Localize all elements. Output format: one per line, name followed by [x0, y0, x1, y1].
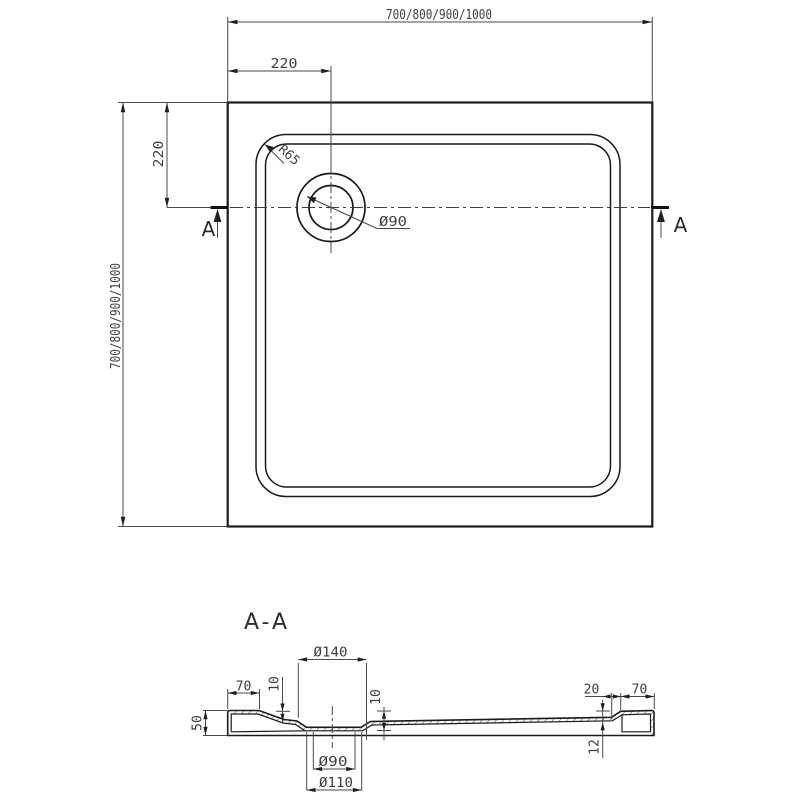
section-line-a-a	[211, 208, 670, 239]
label-drain-offset-x: 220	[270, 57, 298, 72]
label-rim-right: 70	[631, 682, 648, 698]
label-recess-diameter: Ø140	[313, 645, 348, 661]
dim-drain-offset-y	[152, 103, 169, 208]
dim-rim-right	[621, 683, 655, 699]
dim-drain-offset-x	[228, 57, 331, 73]
plan-rim-outer-line	[256, 135, 620, 497]
label-drain-hole: Ø90	[318, 755, 348, 770]
left-rim-inner-bottom	[231, 731, 305, 732]
leader-corner-radius	[265, 142, 302, 169]
section-letter-left: A	[201, 217, 216, 241]
plan-view	[109, 8, 688, 527]
label-drain-diameter-plan: Ø90	[379, 215, 407, 230]
dim-edge-offset	[584, 683, 621, 699]
dim-drain-hole	[313, 755, 355, 771]
dim-floor-thickness	[588, 700, 605, 758]
section-arrow-right-head	[657, 209, 665, 222]
right-rim-inner	[622, 715, 651, 732]
leader-drain-diameter	[307, 197, 410, 231]
dim-rim-left	[228, 680, 260, 696]
label-drain-offset-y: 220	[152, 144, 167, 168]
label-step-right: 10	[369, 689, 384, 705]
dim-total-height	[191, 711, 208, 736]
label-rim-left: 70	[235, 679, 252, 695]
label-drain-flange: Ø110	[319, 776, 353, 791]
label-step-left: 10	[267, 676, 283, 692]
label-overall-width: 700/800/900/1000	[386, 8, 492, 23]
plan-rim-inner-line	[266, 141, 611, 487]
section-title: A-A	[243, 610, 291, 635]
dim-overall-height	[109, 103, 125, 527]
dim-drain-flange	[307, 776, 362, 792]
plan-extension-lines	[118, 17, 652, 527]
label-floor-thickness: 12	[587, 739, 603, 755]
label-corner-radius: R65	[274, 141, 303, 169]
label-total-height: 50	[190, 715, 206, 731]
section-letter-right: A	[673, 213, 688, 237]
label-edge-offset: 20	[583, 682, 600, 698]
section-wall-hatch	[230, 711, 655, 736]
label-overall-height: 700/800/900/1000	[109, 243, 124, 369]
dim-step-right	[369, 689, 386, 740]
section-view	[191, 610, 655, 792]
dim-recess-diameter	[298, 646, 366, 662]
dim-overall-width	[228, 8, 653, 24]
